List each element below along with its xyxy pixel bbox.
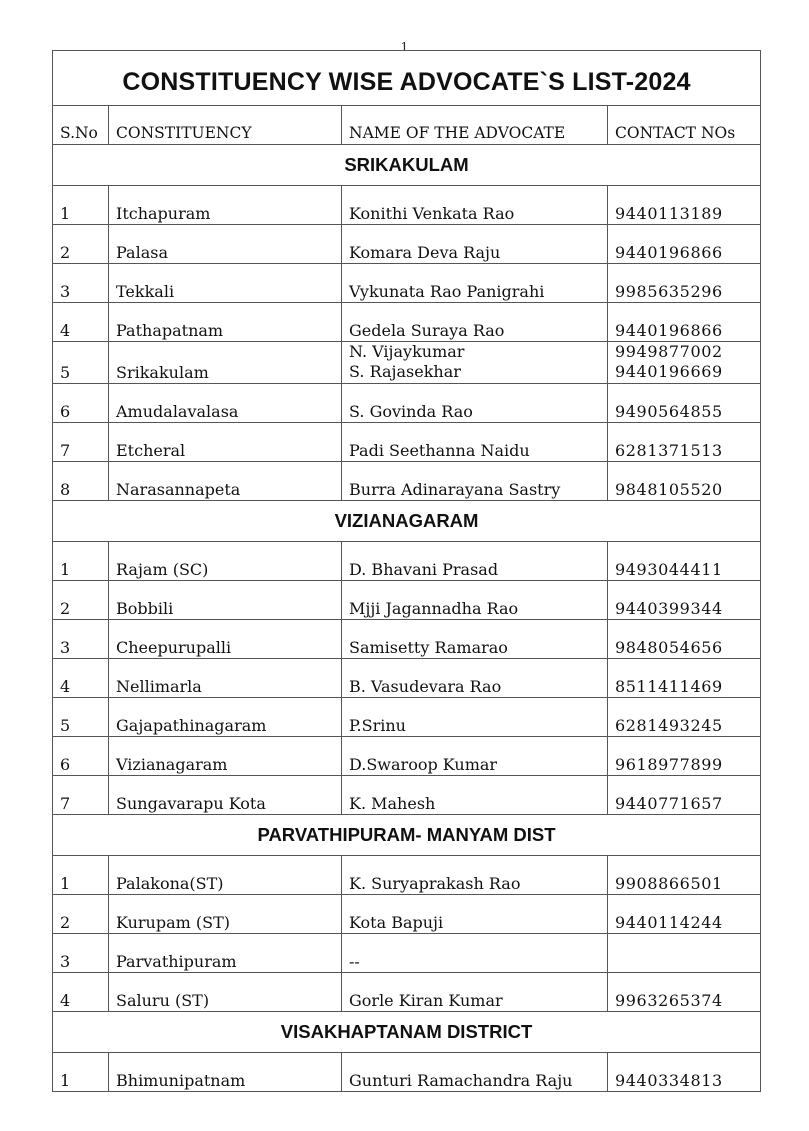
- cell-contact: 6281371513: [608, 423, 761, 462]
- cell-advocate: Samisetty Ramarao: [342, 620, 608, 659]
- cell-contact: 9440114244: [608, 895, 761, 934]
- cell-constituency: Itchapuram: [109, 186, 342, 225]
- section-heading: VIZIANAGARAM: [53, 501, 761, 542]
- cell-advocate: B. Vasudevara Rao: [342, 659, 608, 698]
- table-row: [53, 776, 761, 815]
- cell-constituency: Rajam (SC): [109, 542, 342, 581]
- cell-advocate: Vykunata Rao Panigrahi: [342, 264, 608, 303]
- table-row: [53, 737, 761, 776]
- cell-constituency: Palakona(ST): [109, 856, 342, 895]
- cell-advocate: Komara Deva Raju: [342, 225, 608, 264]
- section-heading: VISAKHAPTANAM DISTRICT: [53, 1012, 761, 1053]
- cell-advocate: [342, 342, 608, 384]
- table-row: [53, 542, 761, 581]
- cell-sno: 1: [53, 542, 109, 581]
- cell-constituency: Kurupam (ST): [109, 895, 342, 934]
- cell-contact: 9848054656: [608, 620, 761, 659]
- table-row: [53, 620, 761, 659]
- cell-advocate-line: N. Vijaykumar: [349, 342, 465, 361]
- cell-contact: 9440113189: [608, 186, 761, 225]
- cell-contact: 9490564855: [608, 384, 761, 423]
- table-row: [53, 462, 761, 501]
- cell-constituency: Parvathipuram: [109, 934, 342, 973]
- cell-sno: 4: [53, 973, 109, 1012]
- cell-advocate: Burra Adinarayana Sastry: [342, 462, 608, 501]
- table-row: [53, 581, 761, 620]
- cell-sno: 1: [53, 856, 109, 895]
- cell-advocate: K. Mahesh: [342, 776, 608, 815]
- cell-contact-line: 9440196669: [615, 362, 723, 381]
- cell-contact: [608, 934, 761, 973]
- section-heading: PARVATHIPURAM- MANYAM DIST: [53, 815, 761, 856]
- cell-advocate: K. Suryaprakash Rao: [342, 856, 608, 895]
- cell-sno: 3: [53, 264, 109, 303]
- document-title: CONSTITUENCY WISE ADVOCATE`S LIST-2024: [53, 51, 761, 106]
- cell-advocate: Gorle Kiran Kumar: [342, 973, 608, 1012]
- cell-sno: 8: [53, 462, 109, 501]
- table-row: [53, 973, 761, 1012]
- cell-constituency: Vizianagaram: [109, 737, 342, 776]
- table-row: [53, 303, 761, 342]
- cell-advocate: D.Swaroop Kumar: [342, 737, 608, 776]
- cell-contact: 9493044411: [608, 542, 761, 581]
- page-number: 1: [400, 40, 409, 54]
- table-row: [53, 934, 761, 973]
- table-row: [53, 423, 761, 462]
- cell-constituency: Bhimunipatnam: [109, 1053, 342, 1092]
- header-advocate: NAME OF THE ADVOCATE: [342, 106, 608, 145]
- cell-advocate: Mjji Jagannadha Rao: [342, 581, 608, 620]
- cell-sno: 3: [53, 934, 109, 973]
- header-sno: S.No: [53, 106, 109, 145]
- table-row: [53, 698, 761, 737]
- cell-sno: 2: [53, 581, 109, 620]
- section-row: [53, 815, 761, 856]
- cell-sno: 5: [53, 698, 109, 737]
- cell-sno: 6: [53, 737, 109, 776]
- title-row: [53, 51, 761, 106]
- section-row: [53, 145, 761, 186]
- section-row: [53, 501, 761, 542]
- cell-constituency: Nellimarla: [109, 659, 342, 698]
- cell-contact: 9985635296: [608, 264, 761, 303]
- cell-sno: 1: [53, 1053, 109, 1092]
- cell-advocate: S. Govinda Rao: [342, 384, 608, 423]
- advocate-list-table: [52, 50, 761, 1092]
- cell-advocate: P.Srinu: [342, 698, 608, 737]
- cell-contact: 9848105520: [608, 462, 761, 501]
- cell-constituency: Sungavarapu Kota: [109, 776, 342, 815]
- table-row: [53, 186, 761, 225]
- cell-sno: 7: [53, 423, 109, 462]
- table-row: [53, 895, 761, 934]
- table-row: [53, 384, 761, 423]
- cell-contact: 9908866501: [608, 856, 761, 895]
- cell-constituency: Narasannapeta: [109, 462, 342, 501]
- table-row: [53, 1053, 761, 1092]
- cell-contact: 9440196866: [608, 303, 761, 342]
- cell-sno: 4: [53, 659, 109, 698]
- cell-constituency: Amudalavalasa: [109, 384, 342, 423]
- cell-advocate: D. Bhavani Prasad: [342, 542, 608, 581]
- cell-constituency: Bobbili: [109, 581, 342, 620]
- header-row: [53, 106, 761, 145]
- cell-contact: 8511411469: [608, 659, 761, 698]
- cell-sno: 2: [53, 895, 109, 934]
- section-heading: SRIKAKULAM: [53, 145, 761, 186]
- cell-constituency: Etcheral: [109, 423, 342, 462]
- table-row: [53, 264, 761, 303]
- cell-sno: 1: [53, 186, 109, 225]
- cell-contact: 9618977899: [608, 737, 761, 776]
- cell-constituency: Cheepurupalli: [109, 620, 342, 659]
- table-row: [53, 659, 761, 698]
- cell-sno: 6: [53, 384, 109, 423]
- header-constituency: CONSTITUENCY: [109, 106, 342, 145]
- section-row: [53, 1012, 761, 1053]
- cell-constituency: Srikakulam: [109, 342, 342, 384]
- table-row: [53, 856, 761, 895]
- cell-advocate-line: S. Rajasekhar: [349, 362, 461, 381]
- cell-advocate: Padi Seethanna Naidu: [342, 423, 608, 462]
- cell-constituency: Palasa: [109, 225, 342, 264]
- cell-constituency: Pathapatnam: [109, 303, 342, 342]
- cell-contact: 6281493245: [608, 698, 761, 737]
- cell-contact-line: 9949877002: [615, 342, 723, 361]
- cell-constituency: Tekkali: [109, 264, 342, 303]
- cell-sno: 5: [53, 342, 109, 384]
- cell-sno: 4: [53, 303, 109, 342]
- cell-advocate: Konithi Venkata Rao: [342, 186, 608, 225]
- cell-contact: 9440771657: [608, 776, 761, 815]
- cell-sno: 3: [53, 620, 109, 659]
- cell-advocate: Kota Bapuji: [342, 895, 608, 934]
- cell-contact: 9440196866: [608, 225, 761, 264]
- cell-sno: 2: [53, 225, 109, 264]
- cell-contact: 9440334813: [608, 1053, 761, 1092]
- cell-sno: 7: [53, 776, 109, 815]
- header-contact: CONTACT NOs: [608, 106, 761, 145]
- cell-contact: 9963265374: [608, 973, 761, 1012]
- cell-advocate: Gedela Suraya Rao: [342, 303, 608, 342]
- cell-advocate: --: [342, 934, 608, 973]
- cell-contact: [608, 342, 761, 384]
- cell-contact: 9440399344: [608, 581, 761, 620]
- cell-constituency: Saluru (ST): [109, 973, 342, 1012]
- table-row: [53, 342, 761, 384]
- cell-constituency: Gajapathinagaram: [109, 698, 342, 737]
- table-row: [53, 225, 761, 264]
- cell-advocate: Gunturi Ramachandra Raju: [342, 1053, 608, 1092]
